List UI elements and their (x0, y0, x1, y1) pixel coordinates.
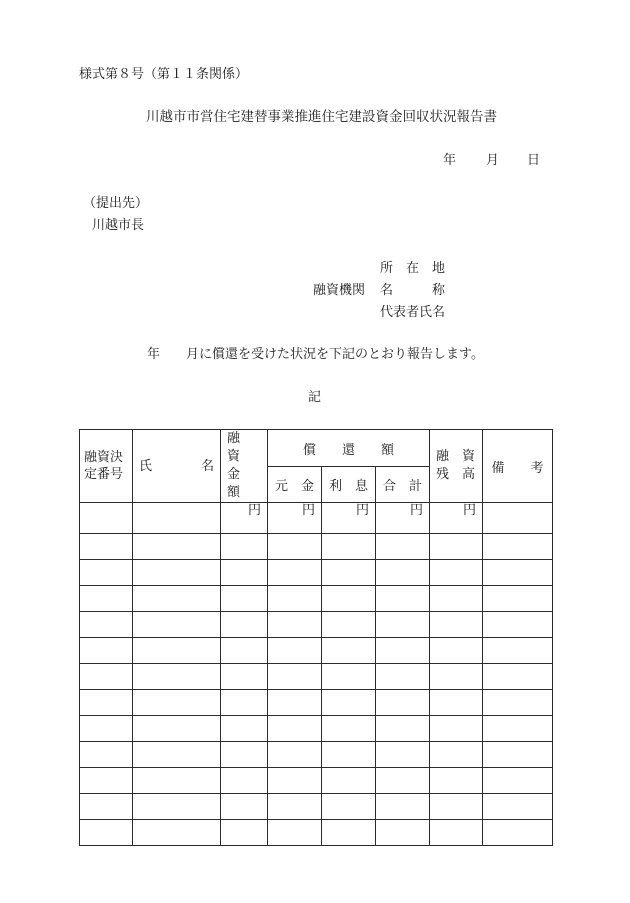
table-row-units (80, 503, 553, 534)
table-cell (268, 664, 322, 690)
header-loan-amount: 融 資 金 額 (221, 430, 268, 503)
table-cell (80, 638, 133, 664)
table-cell (376, 794, 430, 820)
table-cell (483, 690, 553, 716)
table-cell (133, 794, 221, 820)
unit-principal: 円 (268, 503, 322, 534)
table-cell (221, 586, 268, 612)
table-cell (133, 820, 221, 846)
table-cell (430, 716, 483, 742)
table-cell (322, 742, 376, 768)
table-cell (133, 612, 221, 638)
table-cell (221, 690, 268, 716)
table-cell (268, 612, 322, 638)
table-cell (483, 560, 553, 586)
table-row (80, 768, 553, 794)
table-cell (376, 742, 430, 768)
header-balance: 融 資 残 高 (430, 430, 483, 503)
table-cell (268, 534, 322, 560)
header-name: 氏 名 (133, 430, 221, 503)
table-cell (322, 690, 376, 716)
table-cell (430, 664, 483, 690)
table-cell (483, 638, 553, 664)
table-cell (133, 534, 221, 560)
table-cell (483, 820, 553, 846)
table-cell (376, 560, 430, 586)
form-number: 様式第８号（第１１条関係） (79, 67, 249, 82)
table-header-row (80, 430, 553, 467)
table-cell (221, 794, 268, 820)
institution-field-representative: 代表者氏名 (380, 305, 446, 320)
table-cell (322, 716, 376, 742)
table-cell (80, 560, 133, 586)
table-cell (133, 560, 221, 586)
unit-total: 円 (376, 503, 430, 534)
table-cell (376, 716, 430, 742)
table-cell (221, 742, 268, 768)
table-cell (221, 768, 268, 794)
table-cell (322, 534, 376, 560)
table-cell (322, 820, 376, 846)
table-cell (80, 612, 133, 638)
table-row (80, 820, 553, 846)
recipient-heading: （提出先） (83, 196, 149, 211)
table-row (80, 586, 553, 612)
table-cell (268, 638, 322, 664)
table-cell (80, 664, 133, 690)
table-cell (221, 612, 268, 638)
table-cell (80, 794, 133, 820)
table-cell (483, 742, 553, 768)
table-cell (268, 820, 322, 846)
header-principal: 元 金 (268, 467, 322, 503)
document-title: 川越市市営住宅建替事業推進住宅建設資金回収状況報告書 (146, 109, 497, 125)
table-cell (322, 586, 376, 612)
institution-label: 融資機関 (313, 283, 366, 298)
table-cell (483, 586, 553, 612)
table-cell (221, 820, 268, 846)
table-row (80, 716, 553, 742)
table-cell (376, 820, 430, 846)
table-cell (483, 664, 553, 690)
table-cell (483, 612, 553, 638)
table-cell (322, 612, 376, 638)
unit-loan-amount: 円 (221, 503, 268, 534)
table-cell (322, 664, 376, 690)
table-cell (430, 612, 483, 638)
table-cell (430, 690, 483, 716)
table-cell (133, 586, 221, 612)
table-cell (430, 768, 483, 794)
table-cell (80, 716, 133, 742)
institution-field-name: 名 称 (380, 283, 446, 298)
table-cell (322, 768, 376, 794)
unit-balance: 円 (430, 503, 483, 534)
table-cell (430, 742, 483, 768)
cell-name (133, 503, 221, 534)
date-year: 年 (443, 153, 457, 168)
table-cell (376, 534, 430, 560)
table-row (80, 638, 553, 664)
table-cell (430, 534, 483, 560)
table-cell (268, 768, 322, 794)
table-cell (133, 690, 221, 716)
table-cell (221, 534, 268, 560)
table-cell (268, 690, 322, 716)
table-cell (376, 690, 430, 716)
table-row (80, 664, 553, 690)
date-month: 月 (486, 153, 500, 168)
table-row (80, 742, 553, 768)
header-interest: 利 息 (322, 467, 376, 503)
table-cell (376, 664, 430, 690)
header-total: 合 計 (376, 467, 430, 503)
recipient-name: 川越市長 (92, 218, 145, 233)
section-mark: 記 (308, 390, 322, 405)
table-cell (268, 560, 322, 586)
table-cell (221, 664, 268, 690)
table-cell (268, 742, 322, 768)
table-cell (322, 560, 376, 586)
table-cell (133, 768, 221, 794)
table-cell (80, 820, 133, 846)
table-cell (80, 768, 133, 794)
table-cell (133, 742, 221, 768)
table-cell (483, 534, 553, 560)
table-cell (483, 768, 553, 794)
table-cell (268, 586, 322, 612)
institution-field-address: 所 在 地 (380, 261, 446, 276)
header-repayment: 償 還 額 (268, 430, 430, 467)
table-cell (376, 586, 430, 612)
table-cell (80, 742, 133, 768)
table-cell (133, 716, 221, 742)
table-cell (80, 586, 133, 612)
table-cell (80, 690, 133, 716)
table-cell (430, 820, 483, 846)
table-cell (322, 638, 376, 664)
header-remarks: 備 考 (483, 430, 553, 503)
table-cell (268, 716, 322, 742)
report-statement: 年 月に償還を受けた状況を下記のとおり報告します。 (147, 347, 484, 362)
table-cell (80, 534, 133, 560)
table-cell (376, 612, 430, 638)
table-row (80, 690, 553, 716)
table-row (80, 534, 553, 560)
date-day: 日 (527, 153, 541, 168)
table-cell (376, 638, 430, 664)
cell-remarks (483, 503, 553, 534)
table-cell (483, 794, 553, 820)
table-cell (268, 794, 322, 820)
table-cell (221, 716, 268, 742)
table-cell (133, 664, 221, 690)
table-cell (430, 586, 483, 612)
table-row (80, 560, 553, 586)
repayment-table (79, 429, 553, 846)
table-cell (483, 716, 553, 742)
table-cell (133, 638, 221, 664)
unit-interest: 円 (322, 503, 376, 534)
table-row (80, 794, 553, 820)
header-loan-number: 融資決 定番号 (80, 430, 133, 503)
table-cell (430, 560, 483, 586)
table-cell (430, 638, 483, 664)
table-row (80, 612, 553, 638)
table-cell (221, 560, 268, 586)
cell-loan-number (80, 503, 133, 534)
table-cell (221, 638, 268, 664)
table-cell (376, 768, 430, 794)
table-cell (322, 794, 376, 820)
table-cell (430, 794, 483, 820)
